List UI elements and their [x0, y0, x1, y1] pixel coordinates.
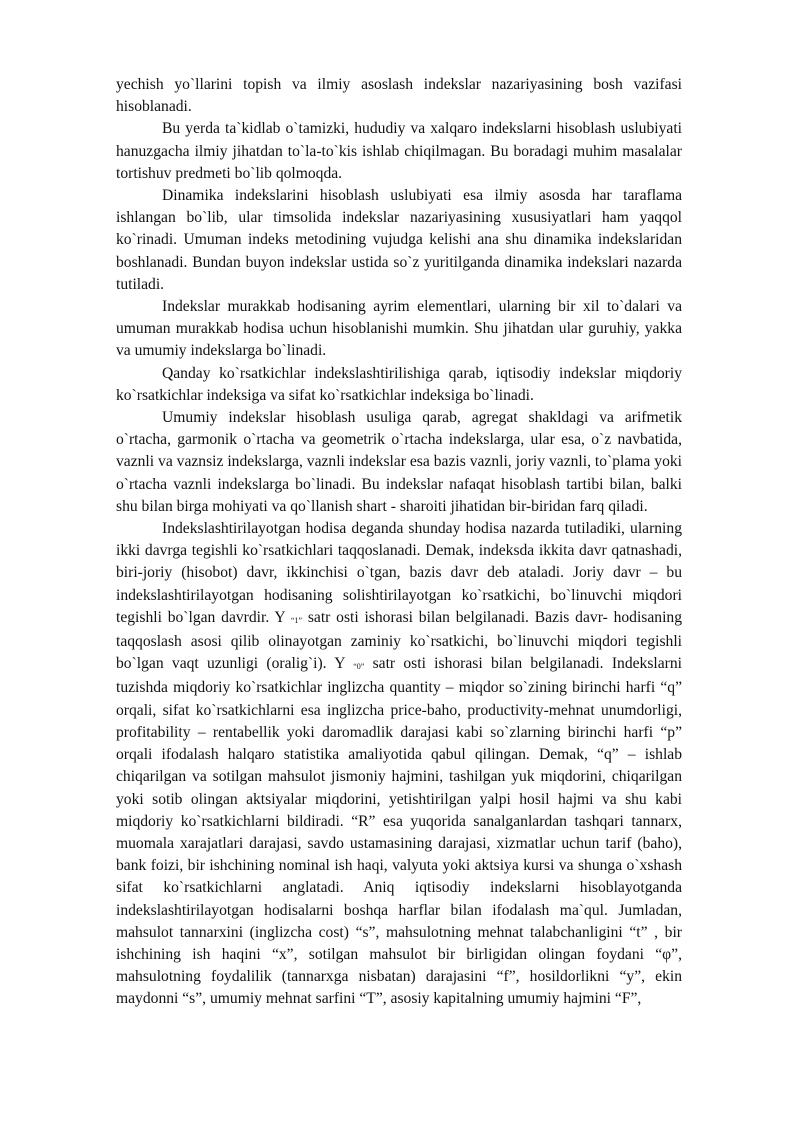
paragraph-7-part-b: satr osti ishorasi bilan belgilanadi. Bazis davr- hodisaning taqqoslash asosi qilib olinayotgan zaminiy ko`rsatkichi, bo`linuvchi miqdori tegishli bo`lgan vaqt uzunligi (oralig`i). Y	[116, 608, 682, 673]
paragraph-4: Indekslar murakkab hodisaning ayrim elementlari, ularning bir xil to`dalari va umuman murakkab hodisa uchun hisoblanishi mumkin. Shu jihatdan ular guruhiy, yakka va umumiy indekslarga bo`linadi.	[116, 298, 682, 360]
paragraph-5: Qanday ko`rsatkichlar indekslashtirilishiga qarab, iqtisodiy indekslar miqdoriy ko`rsatkichlar indeksiga va sifat ko`rsatkichlar indeksiga bo`linadi.	[116, 364, 682, 404]
paragraph-3: Dinamika indekslarini hisoblash uslubiyati esa ilmiy asosda har taraflama ishlangan bo`lib, ular timsolida indekslar nazariyasining xususiyatlari ham yaqqol ko`rinadi. Umuman indeks metodining vujudga kelishi ana shu dinamika indekslaridan boshlanadi. Bundan buyon indekslar ustida so`z yuritilganda dinamika indekslari nazarda tutiladi.	[116, 187, 682, 293]
paragraph-2: Bu yerda ta`kidlab o`tamizki, hududiy va xalqaro indekslarni hisoblash uslubiyati hanuzgacha ilmiy jihatdan to`la-to`kis ishlab chiqilmagan. Bu boradagi muhim masalalar tortishuv predmeti bo`lib qolmoqda.	[116, 120, 682, 182]
paragraph-1: yechish yo`llarini topish va ilmiy asoslash indekslar nazariyasining bosh vazifasi hisoblanadi.	[116, 76, 682, 116]
subscript-current-period: “1”	[290, 615, 303, 625]
paragraph-7	[116, 518, 682, 1010]
document-page	[116, 74, 682, 1011]
paragraph-7-part-a: Indekslashtirilayotgan hodisa deganda shunday hodisa nazarda tutiladiki, ularning ikki davrga tegishli ko`rsatkichlari taqqoslanadi. Demak, indeksda ikkita davr qatnashadi, biri-joriy (hisobot) davr, ikkinchisi o`tgan, bazis davr deb ataladi. Joriy davr – bu indekslashtirilayotgan hodisaning solishtirilayotgan ko`rsatkichi, bo`linuvchi miqdori tegishli bo`lgan davrdir. Y	[116, 520, 682, 626]
paragraph-7-part-c: satr osti ishorasi bilan belgilanadi. Indekslarni tuzishda miqdoriy ko`rsatkichlar inglizcha quantity – miqdor so`zining birinchi harfi “q” orqali, sifat ko`rsatkichlarni esa inglizcha price-baho, productivity-mehnat unumdorligi, profitability – rentabellik yoki daromadlik darajasi kabi so`zlarning birinchi harfi “p” orqali ifodalash halqaro statistika amaliyotida qabul qilingan. Demak, “q” – ishlab chiqarilgan va sotilgan mahsulot jismoniy hajmini, tashilgan yuk miqdorini, chiqarilgan yoki sotib olingan aktsiyalar miqdorini, yetishtirilgan yalpi hosil hajmi va shu kabi miqdoriy ko`rsatkichlarni bildiradi. “R” esa yuqorida sanalganlardan tashqari tannarx, muomala xarajatlari darajasi, savdo ustamasining darajasi, xizmatlar uchun tarif (baho), bank foizi, bir ishchining nominal ish haqi, valyuta yoki aktsiya kursi va shunga o`xshash sifat ko`rsatkichlarni anglatadi. Aniq iqtisodiy indekslarni hisoblayotganda indekslashtirilayotgan hodisalarni boshqa harflar bilan ifodalash ma`qul. Jumladan, mahsulot tannarxini (inglizcha cost) “s”, mahsulotning mehnat talabchanligini “t” , bir ishchining ish haqini “x”, sotilgan mahsulot bir birligidan olingan foydani “φ”, mahsulotning foydalilik (tannarxga nisbatan) darajasini “f”, hosildorlikni “y”, ekin maydonni “s”, umumiy mehnat sarfini “T”, asosiy kapitalning umumiy hajmini “F”,	[116, 655, 682, 1008]
paragraph-6: Umumiy indekslar hisoblash usuliga qarab, agregat shakldagi va arifmetik o`rtacha, garmonik o`rtacha va geometrik o`rtacha indekslarga, ular esa, o`z navbatida, vaznli va vaznsiz indekslarga, vaznli indekslar esa bazis vaznli, joriy vaznli, to`plama yoki o`rtacha vaznli indekslarga bo`linadi. Bu indekslar nafaqat hisoblash tartibi bilan, balki shu bilan birga mohiyati va qo`llanish shart - sharoiti jihatidan bir-biridan farq qiladi.	[116, 409, 682, 515]
subscript-base-period: “0”	[353, 662, 365, 672]
